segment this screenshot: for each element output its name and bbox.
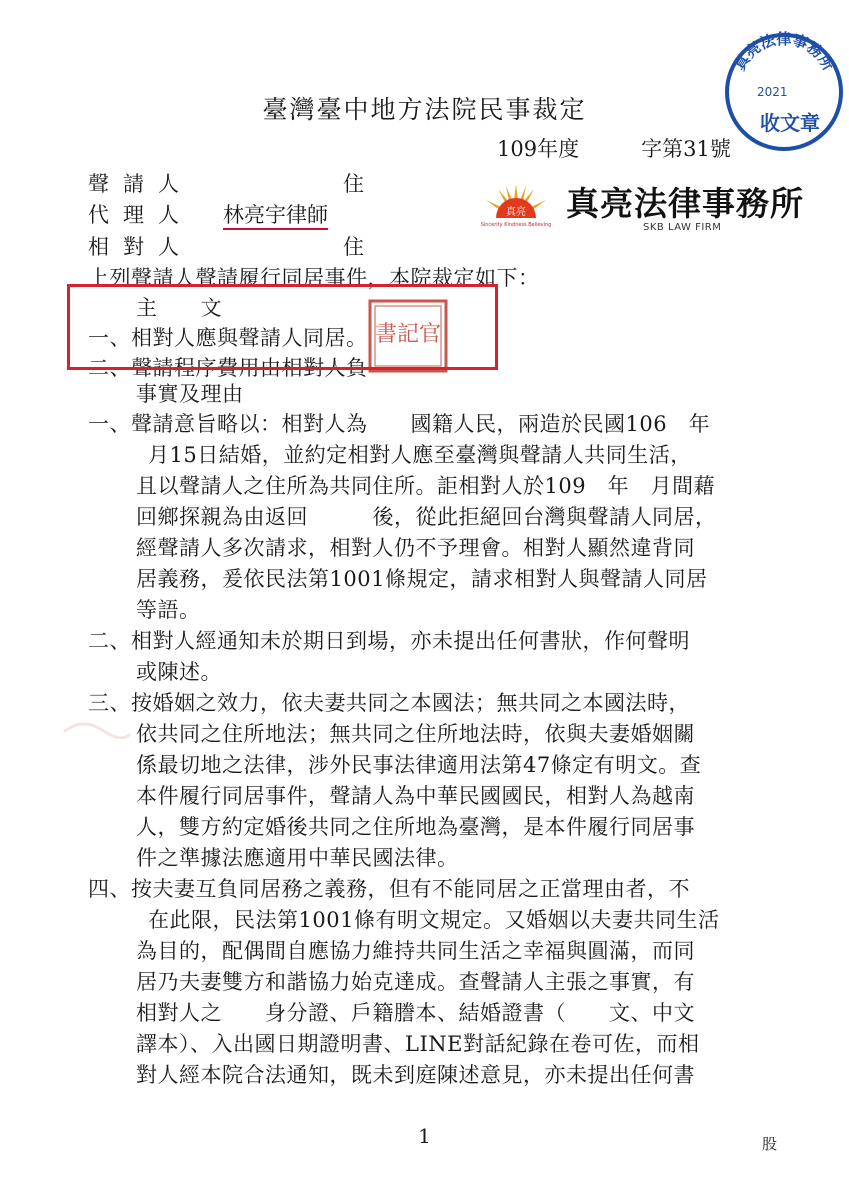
para-1-line: 居義務，爰依民法第1001條規定，請求相對人與聲請人同居 (136, 567, 708, 591)
party-respondent (88, 231, 223, 261)
para-3-line: 件之準據法應適用中華民國法律。 (136, 846, 459, 870)
para-4-line: 四、按夫妻互負同居務之義務，但有不能同居之正當理由者，不 (88, 877, 690, 901)
firm-name: 真亮法律事務所 (566, 184, 804, 223)
para-4-line: 譯本）、入出國日期證明書、LINE對話紀錄在卷可佐，而相 (136, 1032, 700, 1056)
para-3-line: 依共同之住所地法；無共同之住所地法時，依與夫妻婚姻關 (136, 722, 695, 746)
party-role: 相對人 (88, 235, 193, 259)
para-3-line: 三、按婚姻之效力，依夫妻共同之本國法；無共同之本國法時， (88, 691, 690, 715)
footer-unit: 股 (762, 1135, 778, 1153)
party-agent (88, 199, 328, 229)
para-1-line: 且以聲請人之住所為共同住所。詎相對人於109 年 月間藉 (136, 474, 716, 498)
faint-smudge (62, 712, 132, 752)
main-item-1: 一、相對人應與聲請人同居。 (88, 326, 368, 350)
para-1-line: 月15日結婚，並約定相對人應至臺灣與聲請人共同生活， (148, 443, 692, 467)
logo-slogan: Sincerity Kindness Believing (480, 222, 552, 228)
para-1-line: 等語。 (136, 598, 201, 622)
para-3-line: 本件履行同居事件，聲請人為中華民國國民，相對人為越南 (136, 784, 695, 808)
para-1-line: 回鄉探親為由返回 後，從此拒絕回台灣與聲請人同居， (136, 505, 717, 529)
received-stamp (722, 30, 846, 154)
para-4-line: 在此限，民法第1001條有明文規定。又婚姻以夫妻共同生活 (148, 908, 720, 932)
party-role: 聲請人 (88, 172, 193, 196)
party-applicant (88, 168, 223, 198)
seal-text: 書記官 (374, 322, 442, 347)
para-4-line: 為目的，配偶間自應協力維持共同生活之幸福與圓滿，而同 (136, 939, 695, 963)
para-1-line: 一、聲請意旨略以：相對人為 國籍人民，兩造於民國106 年 (88, 412, 711, 436)
para-3-line: 係最切地之法律，涉外民事法律適用法第47條定有明文。查 (136, 753, 702, 777)
case-number (497, 133, 731, 163)
para-4-line: 居乃夫妻雙方和諧協力始克達成。查聲請人主張之事實，有 (136, 970, 695, 994)
party-role: 代理人 (88, 203, 193, 227)
stamp-label: 收文章 (760, 111, 820, 135)
page-number: 1 (418, 1124, 431, 1148)
logo-char: 真亮 (506, 207, 526, 218)
agent-name: 林亮宇律師 (223, 203, 328, 230)
para-4-line: 對人經本院合法通知，既未到庭陳述意見，亦未提出任何書 (136, 1063, 695, 1087)
para-2-line: 或陳述。 (136, 660, 222, 684)
firm-name-en: SKB LAW FIRM (643, 222, 722, 233)
para-2-line: 二、相對人經通知未於期日到場，亦未提出任何書狀，作何聲明 (88, 629, 690, 653)
intro-line: 上列聲請人聲請履行同居事件，本院裁定如下： (88, 266, 540, 290)
svg-text:真亮法律事務所 (731, 30, 838, 74)
firm-logo-sun-icon (478, 178, 554, 228)
document-title: 臺灣臺中地方法院民事裁定 (262, 95, 587, 124)
para-3-line: 人，雙方約定婚後共同之住所地為臺灣，是本件履行同居事 (136, 815, 695, 839)
main-item-2: 二、聲請程序費用由相對人負 (88, 356, 368, 380)
reason-heading: 事實及理由 (136, 382, 244, 406)
case-num: 字第31號 (641, 137, 731, 161)
stamp-firm: 真亮法律事務所 (730, 30, 838, 74)
case-year: 109年度 (497, 137, 580, 161)
party-respondent-address: 住 (343, 235, 364, 259)
highlight-box (67, 284, 498, 370)
party-applicant-address: 住 (343, 172, 364, 196)
para-1-line: 經聲請人多次請求，相對人仍不予理會。相對人顯然違背同 (136, 536, 695, 560)
para-4-line: 相對人之 身分證、戶籍謄本、結婚證書（ 文、中文 (136, 1001, 695, 1025)
stamp-year: 2021 (757, 85, 788, 99)
main-heading: 主 文 (136, 296, 222, 320)
